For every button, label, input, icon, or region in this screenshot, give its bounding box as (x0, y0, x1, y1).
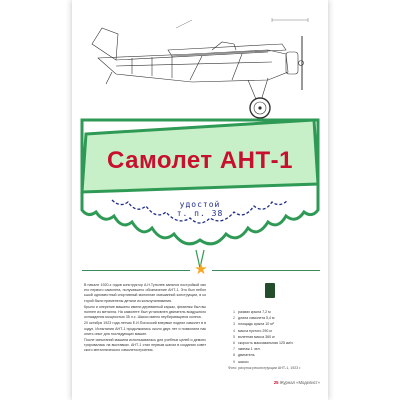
legend-row: 2 длина самолета 5,4 м (233, 316, 275, 321)
specs-legend (228, 309, 324, 365)
article-body (84, 283, 206, 355)
stamp-line-1: удостой (179, 200, 221, 209)
legend-row: 7 экипаж 1 чел. (233, 347, 261, 352)
footer-page-number: 25 (273, 380, 279, 385)
paragraph: 20 октября 1923 года летчик Е.И.Погосский впервые поднял самолет в воздух. Испытания АНТ-1 продолжались около двух лет и позволили накопить опыт для последующих машин. (84, 321, 206, 336)
figure-caption: Фото: рисунок реконструкции АНТ-1, 1923 г. (228, 366, 302, 370)
paragraph: После испытаний машина использовалась для учебных целей и демонстрировалась на выставках. АНТ-1 стал первым шагом в создании советского металлического самолетостроения. (84, 338, 206, 353)
legend-row: 5 взлетная масса 360 кг (233, 334, 275, 339)
title-banner (72, 100, 328, 270)
divider-left (82, 270, 190, 271)
figure-thumbnail (265, 283, 275, 298)
divider-right (212, 270, 320, 271)
paragraph: В начале 1920-х годов конструктор А.Н.Туполев занялся постройкой своего первого самолета, получившего обозначение АНТ-1. Это был небольшой одноместный спортивный моноплан смешанной конструкции, в которой были применены детали из кольчугалюминия. (84, 283, 206, 303)
legend-row: 8 двигатель (233, 353, 255, 358)
stamp-text (72, 200, 328, 218)
document-page (72, 0, 328, 400)
legend-row: 1 размах крыла 7,2 м (233, 310, 271, 314)
legend-row: 4 масса пустого 290 кг (233, 328, 273, 333)
page-footer (274, 380, 320, 385)
stamp-line-2: т. п. 38 (176, 209, 224, 218)
legend-row: 3 площадь крыла 10 м² (233, 322, 274, 327)
page-title: Самолет АНТ-1 (106, 147, 294, 174)
star-icon: ★ (194, 261, 208, 278)
paragraph: Крыло и оперение машины имели деревянный каркас, фюзеляж был выполнен из металла. На самолете был установлен двигатель воздушного охлаждения мощностью 35 л.с. Шасси имело неубирающиеся колеса. (84, 304, 206, 320)
legend-row: 6 скорость максимальная 125 км/ч (233, 340, 293, 345)
legend-row: 9 шасси (233, 359, 249, 364)
tail-fin (92, 28, 118, 60)
footer-text: Журнал «Моделист» (279, 380, 320, 385)
